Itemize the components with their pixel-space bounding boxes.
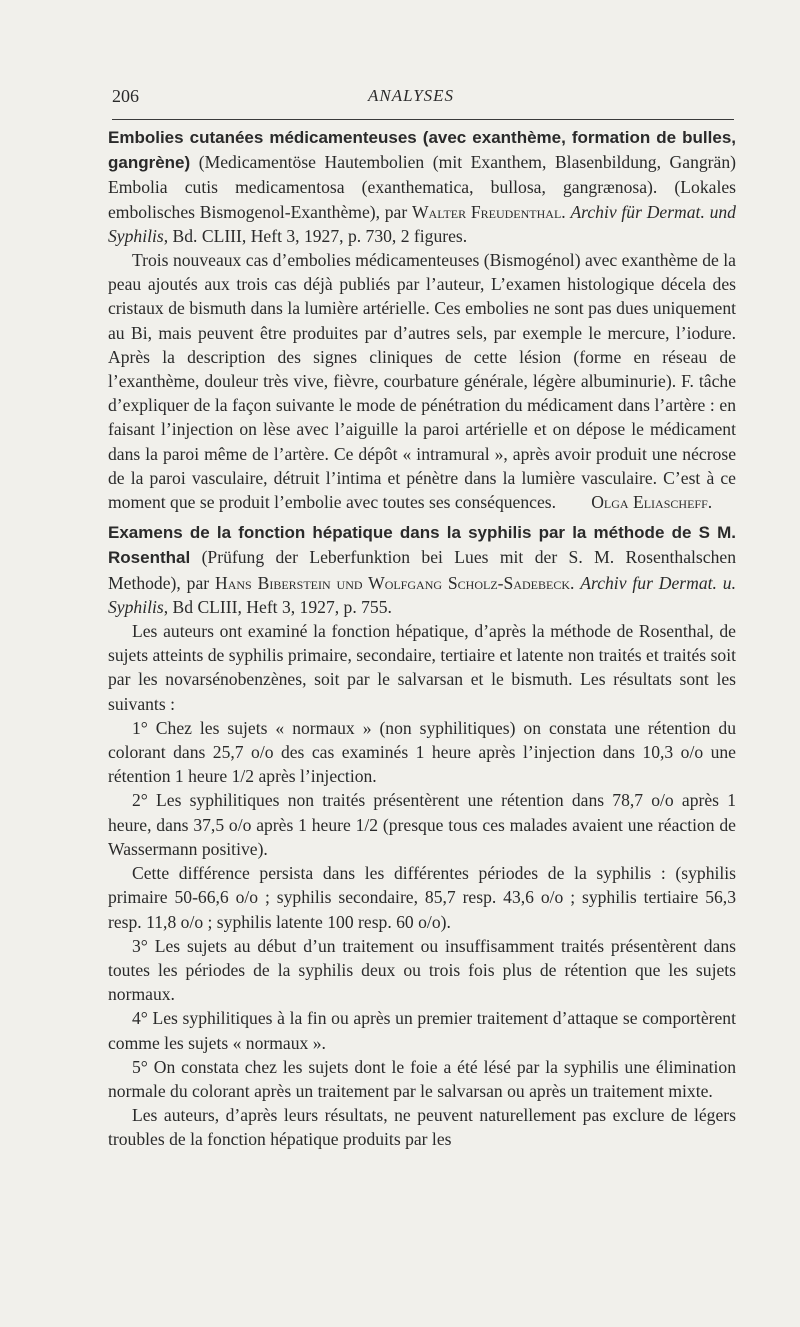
article1-citation-pre: (Medicamentöse Hautembolien (mit Exanthem, Blasenbildung, Gangrän) Embolia cutis medicamentosa (exanthematica, bullosa, gangrænosa). (Lokales embolisches Bismogenol-Exanthème), par — [108, 152, 736, 222]
article1-journal: Archiv für Dermat. und Syphilis — [108, 201, 736, 246]
article1-abstract — [108, 248, 736, 514]
article2-paragraph: Les auteurs, d’après leurs résultats, ne peuvent naturellement pas exclure de légers troubles de la fonction hépatique produits par les — [108, 1105, 736, 1150]
page-header — [112, 86, 734, 110]
article2-paragraph: 3° Les sujets au début d’un traitement ou insuffisamment traités présentèrent dans toutes les périodes de la syphilis deux ou trois fois plus de rétention que les sujets normaux. — [108, 935, 736, 1005]
article2-paragraph: 2° Les syphilitiques non traités présentèrent une rétention dans 78,7 o/o après 1 heure, dans 37,5 o/o après 1 heure 1/2 (presque tous ces malades avaient une réaction de Wassermann positive). — [108, 790, 736, 859]
article2-journal: Archiv fur Dermat. u. Syphilis — [108, 572, 736, 617]
running-title: ANALYSES — [368, 86, 455, 105]
article1-title: Embolies cutanées médicamenteuses (avec exanthème, formation de bulles, gangrène) — [108, 128, 736, 173]
article2-paragraph: Cette différence persista dans les différentes périodes de la syphilis : (syphilis primaire 50-66,6 o/o ; syphilis secondaire, 85,7 resp. 43,6 o/o ; syphilis tertiaire 56,3 resp. 11,8 o/o ; syphilis latente 100 resp. 60 o/o). — [108, 863, 736, 932]
article2-citation-post: , Bd CLIII, Heft 3, 1927, p. 755. — [163, 596, 392, 617]
article1-abstract-text: Trois nouveaux cas d’embolies médicamenteuses (Bismogénol) avec exanthème de la peau ajoutés aux trois cas déjà publiés par l’auteur, L’examen histologique décela des cristaux de bismuth dans la lumière artérielle. Ces embolies ne sont pas dues uniquement au Bi, mais peuvent être produites par d’autres sels, par exemple le mercure, l’iodure. Après la description des signes cliniques de cette lésion (forme en réseau de l’exanthème, douleur très vive, fièvre, courbature générale, légère albuminurie). F. tâche d’expliquer de la façon suivante le mode de pénétration du médicament dans l’artère : en faisant l’injection on lèse avec l’aiguille la paroi artérielle et on dépose le médicament dans la paroi même de l’artère. Ce dépôt « intramural », après avoir produit une nécrose de la paroi vasculaire, détruit l’intima et pénètre dans la lumière vasculaire. C’est à ce moment que se produit l’embolie avec toutes ses conséquences. — [108, 250, 736, 513]
article1-author: Walter Freudenthal — [411, 201, 562, 222]
article2-paragraph: 5° On constata chez les sujets dont le foie a été lésé par la syphilis une élimination normale du colorant après un traitement par le salvarsan ou après un traitement mixte. — [108, 1056, 736, 1101]
page-number: 206 — [112, 86, 139, 106]
article2-paragraph: Les auteurs ont examiné la fonction hépatique, d’après la méthode de Rosenthal, de sujets atteints de syphilis primaire, secondaire, tertiaire et latente non traités et traités soit par les novarsénobenzènes, soit par le salvarsan et le bismuth. Les résultats sont les suivants : — [108, 621, 736, 714]
article2-paragraph: 4° Les syphilitiques à la fin ou après un premier traitement d’attaque se comportèrent comme les sujets « normaux ». — [108, 1008, 736, 1053]
article2-title: Examens de la fonction hépatique dans la syphilis par la méthode de S M. Rosenthal — [108, 523, 736, 568]
article2-paragraph: 1° Chez les sujets « normaux » (non syphilitiques) on constata une rétention du colorant dans 25,7 o/o des cas examinés 1 heure après l’injection dans 10,3 o/o une rétention 1 heure 1/2 après l’injection. — [108, 717, 736, 787]
article2-citation-pre: (Prüfung der Leberfunktion bei Lues mit der S. M. Rosenthalschen Methode), par — [108, 547, 736, 593]
article1-heading: Embolies cutanées médicamenteuses (avec exanthème, formation de bulles, gangrène) (Medicamentöse Hautembolien (mit Exanthem, Blasenbildung, Gangrän) Embolia cutis medicamentosa (exanthematica, bullosa, gangrænosa). (Lokales embolisches Bismogenol-Exanthème), par Walter Freudenthal. Archiv für Dermat. und Syphilis, Bd. CLIII, Heft 3, 1927, p. 730, 2 figures. — [108, 128, 736, 246]
article1-citation-post: , Bd. CLIII, Heft 3, 1927, p. 730, 2 figures. — [163, 225, 468, 246]
article2-heading: Examens de la fonction hépatique dans la syphilis par la méthode de S M. Rosenthal (Prüfung der Leberfunktion bei Lues mit der S. M. Rosenthalschen Methode), par Hans Biberstein und Wolfgang Scholz-Sadebeck. Archiv fur Dermat. u. Syphilis, Bd CLIII, Heft 3, 1927, p. 755. — [108, 523, 736, 617]
article2-authors: Hans Biberstein und Wolfgang Scholz-Sadebeck — [215, 572, 570, 593]
article1-signature: Olga Eliascheff. — [591, 492, 713, 513]
header-rule — [112, 119, 734, 120]
page-body — [108, 125, 736, 1152]
